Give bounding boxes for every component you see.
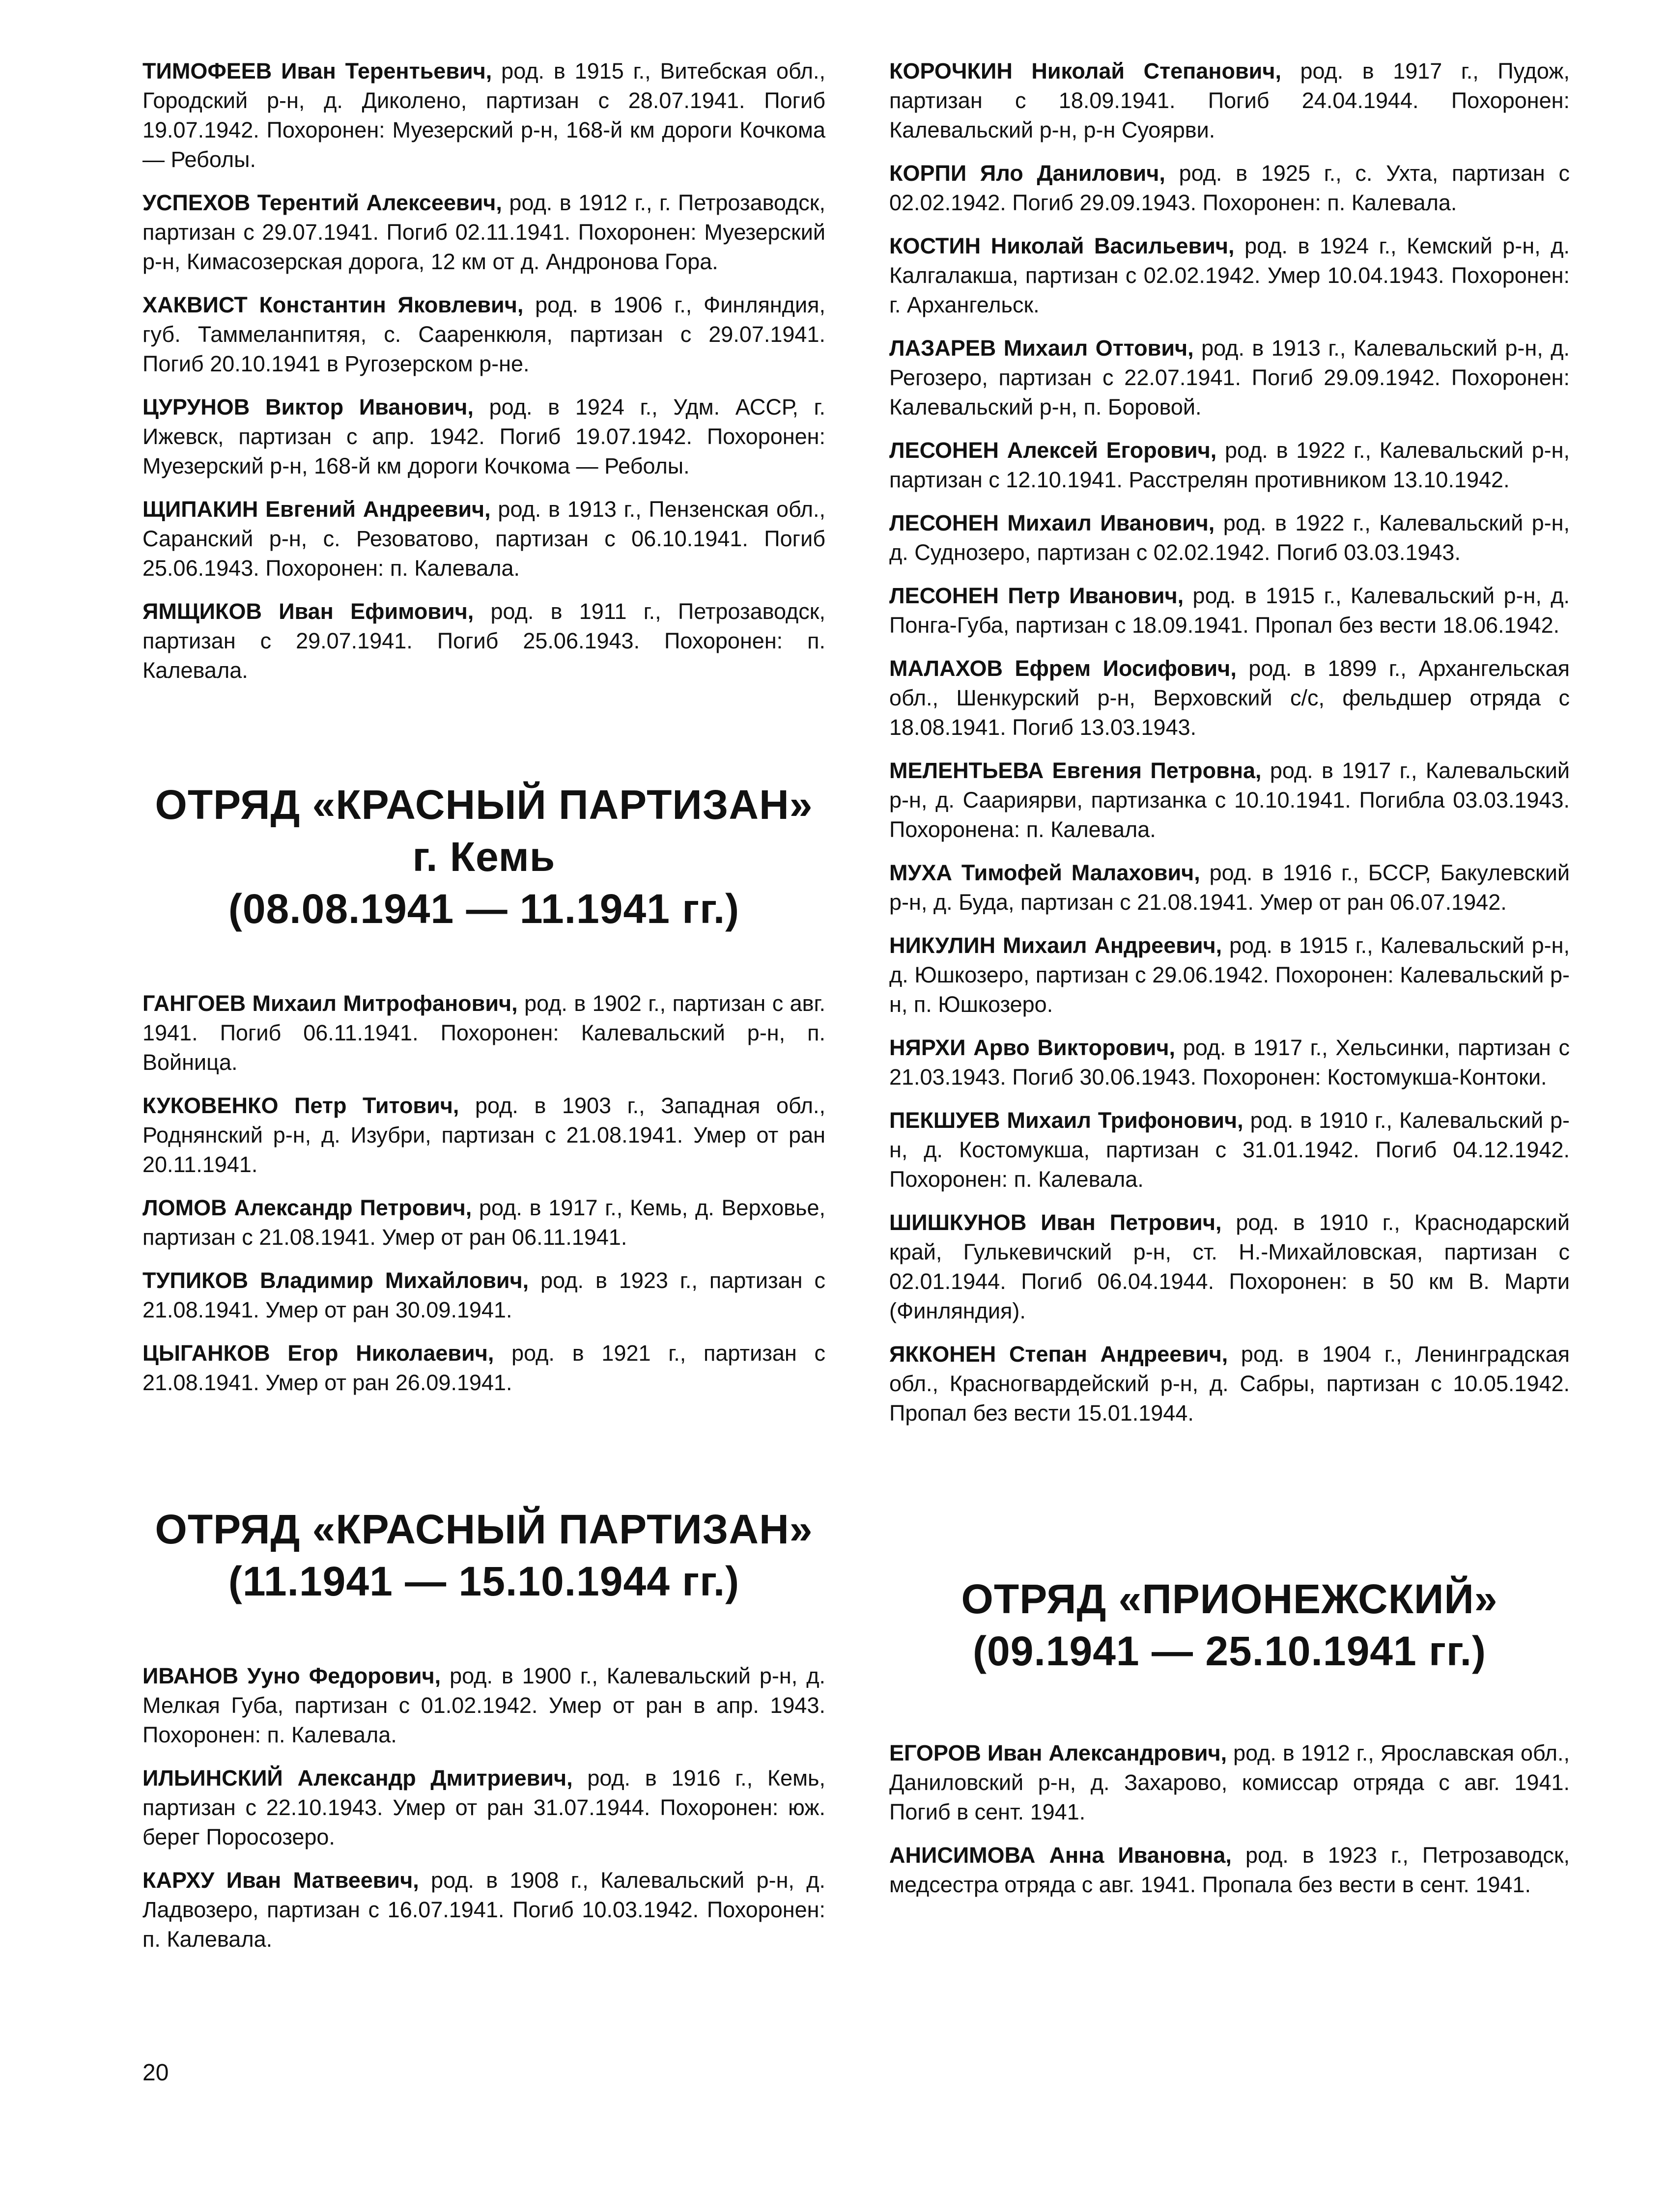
right-column: [889, 56, 1570, 1913]
person-name: ТУПИКОВ Владимир Михайлович,: [142, 1268, 529, 1293]
person-details: род. в 1910 г., Калевальский р-н, д. Костомукша, партизан с 31.01.1942. Погиб 04.12.1942. Похоронен: п. Калевала.: [889, 1108, 1570, 1192]
person-name: ИЛЬИНСКИЙ Александр Дмитриевич,: [142, 1765, 573, 1791]
person-name: ЛОМОВ Александр Петрович,: [142, 1195, 472, 1220]
person-entry: [142, 1661, 825, 1750]
entries-group: [889, 1738, 1570, 1900]
person-name: ЛЕСОНЕН Петр Иванович,: [889, 583, 1184, 608]
person-details: род. в 1904 г., Ленинградская обл., Красногвардейский р-н, д. Сабры, партизан с 10.05.1942. Пропал без вести 15.01.1944.: [889, 1342, 1570, 1426]
person-name: НЯРХИ Арво Викторович,: [889, 1035, 1176, 1060]
entries-group: [889, 56, 1570, 1428]
person-name: МЕЛЕНТЬЕВА Евгения Петровна,: [889, 758, 1262, 783]
person-details: род. в 1922 г., Калевальский р-н, д. Суднозеро, партизан с 02.02.1942. Погиб 03.03.1943.: [889, 510, 1570, 565]
person-details: род. в 1911 г., Петрозаводск, партизан с 29.07.1941. Погиб 25.06.1943. Похоронен: п. Калевала.: [142, 599, 825, 683]
person-name: ЦЫГАНКОВ Егор Николаевич,: [142, 1341, 494, 1366]
person-details: род. в 1899 г., Архангельская обл., Шенкурский р-н, Верховский с/с, фельдшер отряда с 18.08.1941. Погиб 13.03.1943.: [889, 656, 1570, 740]
person-details: род. в 1908 г., Калевальский р-н, д. Ладвозеро, партизан с 16.07.1941. Погиб 10.03.1942. Похоронен: п. Калевала.: [142, 1868, 826, 1952]
person-details: род. в 1910 г., Краснодарский край, Гулькевичский р-н, ст. Н.-Михайловская, партизан с 02.01.1944. Погиб 06.04.1944. Похоронен: в 50 км В. Марти (Финляндия).: [889, 1210, 1570, 1323]
person-name: ЦУРУНОВ Виктор Иванович,: [142, 394, 474, 420]
left-column: [142, 56, 825, 1968]
person-entry: [889, 508, 1570, 567]
person-name: КОРОЧКИН Николай Степанович,: [889, 58, 1281, 84]
person-entry: [142, 1764, 825, 1852]
person-details: род. в 1902 г., партизан с авг. 1941. Погиб 06.11.1941. Похоронен: Калевальский р-н, п. Войница.: [142, 991, 826, 1075]
person-name: ШИШКУНОВ Иван Петрович,: [889, 1210, 1222, 1235]
person-details: род. в 1917 г., Пудож, партизан с 18.09.1941. Погиб 24.04.1944. Похоронен: Калевальский р-н, р-н Суоярви.: [889, 58, 1570, 142]
person-details: род. в 1917 г., Калевальский р-н, д. Саариярви, партизанка с 10.10.1941. Погибла 03.03.1943. Похоронена: п. Калевала.: [889, 758, 1570, 842]
person-details: род. в 1923 г., партизан с 21.08.1941. Умер от ран 30.09.1941.: [142, 1268, 825, 1322]
person-entry: [889, 1340, 1570, 1428]
person-details: род. в 1912 г., г. Петрозаводск, партизан с 29.07.1941. Погиб 02.11.1941. Похоронен: Муезерский р-н, Кимасозерская дорога, 12 км от д. Андронова Гора.: [142, 190, 825, 274]
person-name: ТИМОФЕЕВ Иван Терентьевич,: [142, 58, 492, 84]
entries-group: [142, 56, 825, 685]
person-entry: [142, 1339, 825, 1398]
section-heading: [142, 779, 825, 935]
person-entry: [889, 654, 1570, 742]
person-details: род. в 1903 г., Западная обл., Роднянский р-н, д. Изубри, партизан с 21.08.1941. Умер от ран 20.11.1941.: [142, 1093, 825, 1177]
heading-line: (11.1941 — 15.10.1944 гг.): [228, 1558, 740, 1604]
person-name: ЩИПАКИН Евгений Андреевич,: [142, 497, 491, 522]
person-details: род. в 1906 г., Финляндия, губ. Таммеланпитяя, с. Саарeнкюля, партизан с 29.07.1941. Погиб 20.10.1941 в Ругозерском р-не.: [142, 292, 825, 376]
heading-line: ОТРЯД «КРАСНЫЙ ПАРТИЗАН»: [155, 1506, 813, 1552]
person-name: КОСТИН Николай Васильевич,: [889, 233, 1235, 258]
heading-line: ОТРЯД «ПРИОНЕЖСКИЙ»: [961, 1576, 1498, 1622]
person-details: род. в 1912 г., Ярославская обл., Даниловский р-н, д. Захарово, комиссар отряда с авг. 1941. Погиб в сент. 1941.: [889, 1740, 1570, 1824]
person-entry: [889, 1106, 1570, 1194]
person-entry: [889, 931, 1570, 1019]
person-details: род. в 1915 г., Калевальский р-н, д. Понга-Губа, партизан с 18.09.1941. Пропал без вести 18.06.1942.: [889, 583, 1570, 638]
page-number: 20: [142, 2060, 169, 2086]
person-name: ЯМЩИКОВ Иван Ефимович,: [142, 599, 474, 624]
person-details: род. в 1921 г., партизан с 21.08.1941. Умер от ран 26.09.1941.: [142, 1341, 825, 1395]
person-name: ПЕКШУЕВ Михаил Трифонович,: [889, 1108, 1243, 1133]
person-name: ХАКВИСТ Константин Яковлевич,: [142, 292, 524, 317]
section-heading: [889, 1573, 1570, 1677]
person-name: ЯККОНЕН Степан Андреевич,: [889, 1342, 1228, 1367]
person-entry: [142, 597, 825, 685]
person-entry: [889, 231, 1570, 320]
person-details: род. в 1917 г., Кемь, д. Верховье, партизан с 21.08.1941. Умер от ран 06.11.1941.: [142, 1195, 825, 1250]
entries-group: [142, 1661, 825, 1954]
person-entry: [142, 989, 825, 1077]
person-entry: [889, 1841, 1570, 1900]
person-details: род. в 1916 г., Кемь, партизан с 22.10.1943. Умер от ран 31.07.1944. Похоронен: юж. берег Поросозеро.: [142, 1765, 825, 1849]
person-name: ЕГОРОВ Иван Александрович,: [889, 1740, 1227, 1765]
person-entry: [889, 1208, 1570, 1326]
person-name: ЛЕСОНЕН Михаил Иванович,: [889, 510, 1215, 535]
heading-line: г. Кемь: [412, 834, 556, 880]
person-details: род. в 1913 г., Пензенская обл., Саранский р-н, с. Резоватово, партизан с 06.10.1941. Погиб 25.06.1943. Похоронен: п. Калевала.: [142, 497, 825, 581]
person-entry: [142, 188, 825, 277]
person-entry: [142, 1266, 825, 1325]
person-entry: [142, 1091, 825, 1179]
person-name: КУКОВЕНКО Петр Титович,: [142, 1093, 459, 1118]
person-details: род. в 1915 г., Калевальский р-н, д. Юшкозеро, партизан с 29.06.1942. Похоронен: Калевальский р-н, п. Юшкозеро.: [889, 933, 1570, 1017]
person-entry: [889, 858, 1570, 917]
person-name: ЛЕСОНЕН Алексей Егорович,: [889, 438, 1217, 463]
person-details: род. в 1900 г., Калевальский р-н, д. Мелкая Губа, партизан с 01.02.1942. Умер от ран в апр. 1943. Похоронен: п. Калевала.: [142, 1663, 825, 1747]
heading-line: ОТРЯД «КРАСНЫЙ ПАРТИЗАН»: [155, 782, 813, 828]
person-details: род. в 1915 г., Витебская обл., Городский р-н, д. Диколено, партизан с 28.07.1941. Погиб 19.07.1942. Похоронен: Муезерский р-н, 168-й км дороги Кочкома — Реболы.: [142, 58, 825, 172]
person-entry: [142, 1866, 825, 1954]
person-name: АНИСИМОВА Анна Ивановна,: [889, 1843, 1232, 1868]
person-entry: [142, 495, 825, 583]
person-name: КОРПИ Яло Данилович,: [889, 161, 1165, 186]
person-name: ИВАНОВ Ууно Федорович,: [142, 1663, 441, 1688]
person-entry: [142, 392, 825, 481]
person-entry: [889, 1033, 1570, 1092]
person-name: УСПЕХОВ Терентий Алексеевич,: [142, 190, 502, 215]
person-entry: [889, 436, 1570, 495]
person-name: НИКУЛИН Михаил Андреевич,: [889, 933, 1222, 958]
person-entry: [889, 1738, 1570, 1827]
person-details: род. в 1913 г., Калевальский р-н, д. Регозеро, партизан с 22.07.1941. Погиб 29.09.1942. Похоронен: Калевальский р-н, п. Боровой.: [889, 336, 1570, 420]
section-heading: [142, 1503, 825, 1607]
person-entry: [889, 756, 1570, 844]
person-details: род. в 1923 г., Петрозаводск, медсестра отряда с авг. 1941. Пропала без вести в сент. 1941.: [889, 1843, 1570, 1897]
heading-line: (09.1941 — 25.10.1941 гг.): [973, 1628, 1486, 1674]
person-entry: [142, 1193, 825, 1252]
person-name: КАРХУ Иван Матвеевич,: [142, 1868, 419, 1893]
person-entry: [142, 56, 825, 174]
person-entry: [889, 581, 1570, 640]
person-name: ЛАЗАРЕВ Михаил Оттович,: [889, 336, 1194, 361]
person-details: род. в 1917 г., Хельсинки, партизан с 21.03.1943. Погиб 30.06.1943. Похоронен: Костомукша-Контоки.: [889, 1035, 1570, 1090]
person-name: МУХА Тимофей Малахович,: [889, 860, 1200, 885]
person-details: род. в 1925 г., с. Ухта, партизан с 02.02.1942. Погиб 29.09.1943. Похоронен: п. Калевала.: [889, 161, 1570, 215]
person-entry: [142, 290, 825, 379]
person-name: ГАНГОЕВ Михаил Митрофанович,: [142, 991, 518, 1016]
person-entry: [889, 334, 1570, 422]
person-entry: [889, 159, 1570, 218]
heading-line: (08.08.1941 — 11.1941 гг.): [228, 886, 740, 932]
person-details: род. в 1916 г., БССР, Бакулевский р-н, д. Буда, партизан с 21.08.1941. Умер от ран 06.07.1942.: [889, 860, 1570, 915]
entries-group: [142, 989, 825, 1398]
person-details: род. в 1924 г., Удм. АССР, г. Ижевск, партизан с апр. 1942. Погиб 19.07.1942. Похоронен: Муезерский р-н, 168-й км дороги Кочкома — Реболы.: [142, 394, 825, 478]
person-details: род. в 1924 г., Кемский р-н, д. Калгалакша, партизан с 02.02.1942. Умер 10.04.1943. Похоронен: г. Архангельск.: [889, 233, 1570, 317]
person-name: МАЛАХОВ Ефрем Иосифович,: [889, 656, 1237, 681]
person-entry: [889, 56, 1570, 145]
person-details: род. в 1922 г., Калевальский р-н, партизан с 12.10.1941. Расстрелян противником 13.10.1942.: [889, 438, 1570, 492]
